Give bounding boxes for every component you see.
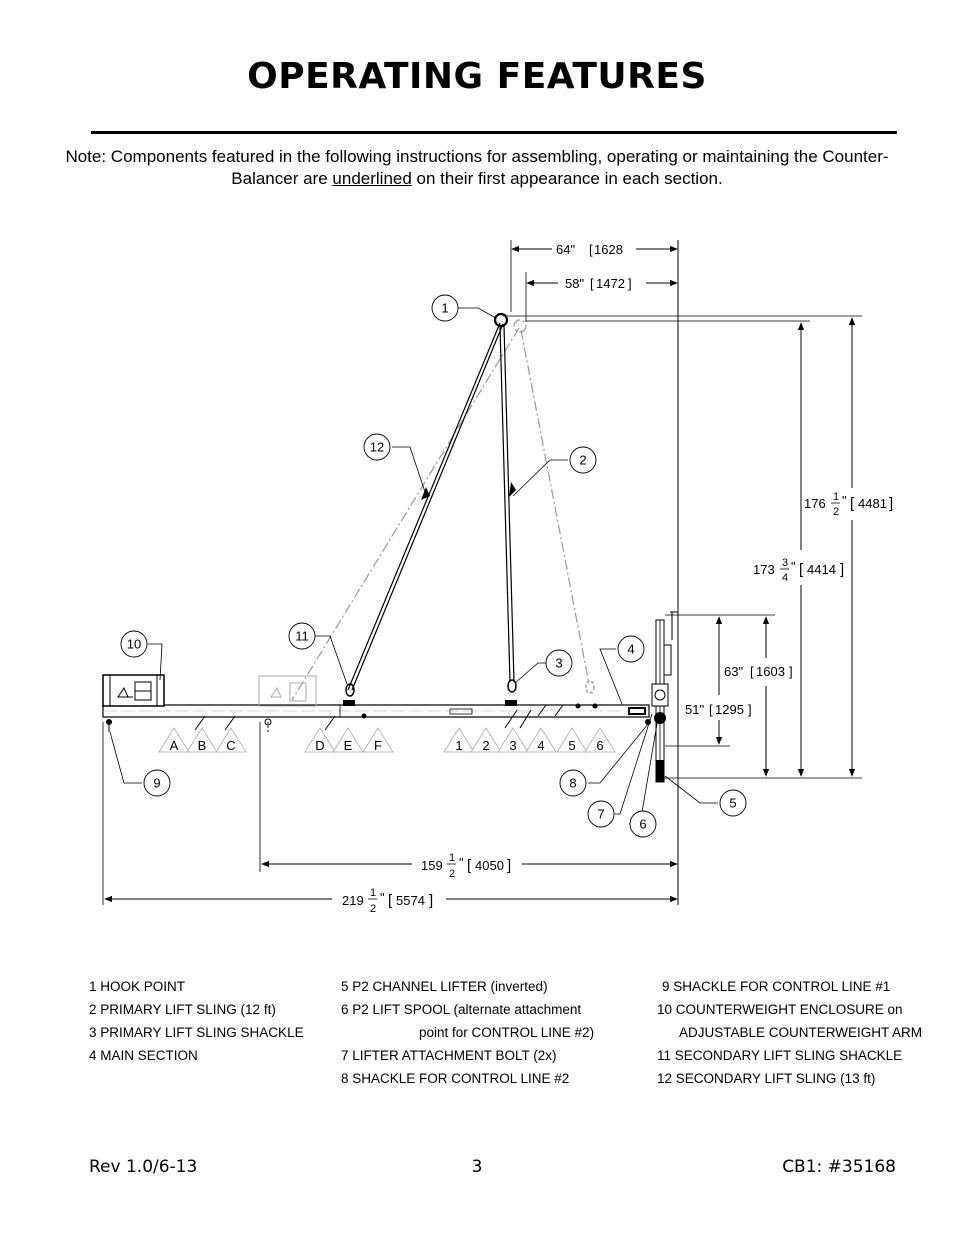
dimension-173in	[753, 323, 844, 776]
callout-label: 2	[579, 452, 587, 468]
dim-159-whole: 159	[421, 858, 443, 873]
diagram-svg	[89, 222, 894, 922]
dim-173-whole: 173	[753, 562, 775, 577]
footer-revision: Rev 1.0/6-13	[89, 1157, 198, 1177]
dim-176-metric: 4481	[858, 496, 887, 511]
legend-item: 10 COUNTERWEIGHT ENCLOSURE on	[657, 1002, 903, 1017]
counterweight-enclosure	[103, 675, 164, 706]
dim-176-den: 2	[833, 506, 840, 518]
note-text-before: Note: Components featured in the following instructions for assembling, operating or maintaining the Counter-Balancer are	[65, 147, 889, 188]
note-underlined-word: underlined	[332, 169, 412, 188]
svg-text:[: [	[590, 276, 594, 291]
svg-text:[: [	[799, 561, 804, 578]
svg-text:[: [	[589, 242, 593, 257]
dim-159-metric: 4050	[475, 858, 504, 873]
dim-58-metric: 1472	[596, 276, 625, 291]
dim-176-unit: "	[842, 493, 847, 508]
position-label: 6	[596, 738, 604, 753]
legend-column-1	[89, 975, 304, 1067]
legend-column-3	[657, 975, 922, 1090]
counter-balancer-diagram	[89, 222, 894, 922]
dim-64-imperial: 64"	[556, 242, 576, 257]
dimension-58in	[527, 276, 677, 291]
callout-label: 1	[441, 300, 449, 316]
legend-item: 6 P2 LIFT SPOOL (alternate attachment	[341, 1002, 582, 1017]
svg-text:]: ]	[748, 702, 752, 717]
svg-text:[: [	[467, 857, 472, 874]
hook-point	[495, 314, 507, 326]
legend-item: 5 P2 CHANNEL LIFTER (inverted)	[341, 979, 548, 994]
dim-219-num: 1	[370, 887, 377, 899]
dim-173-metric: 4414	[807, 562, 836, 577]
callout-label: 4	[627, 641, 635, 657]
svg-text:[: [	[750, 664, 754, 679]
callout-label: 8	[569, 775, 577, 791]
legend-item: 3 PRIMARY LIFT SLING SHACKLE	[89, 1025, 304, 1040]
callout-label: 6	[639, 816, 647, 832]
dim-159-unit: "	[459, 855, 464, 870]
position-numbers	[444, 728, 615, 753]
legend-item: 11 SECONDARY LIFT SLING SHACKLE	[657, 1048, 903, 1063]
callout-label: 9	[153, 775, 161, 791]
legend-item-continuation: ADJUSTABLE COUNTERWEIGHT ARM	[679, 1025, 923, 1040]
callout-label: 5	[729, 795, 737, 811]
dimension-51in	[685, 617, 752, 744]
dim-63-metric: 1603	[756, 664, 785, 679]
dim-64-metric: 1628	[594, 242, 623, 257]
dimension-64in	[512, 242, 677, 257]
callout-label: 7	[597, 806, 605, 822]
position-label: 1	[455, 738, 463, 753]
alternate-sling-position	[292, 320, 589, 700]
svg-text:]: ]	[889, 495, 894, 512]
svg-text:[: [	[388, 892, 393, 909]
dim-176-num: 1	[833, 491, 840, 503]
legend-item: 4 MAIN SECTION	[89, 1048, 198, 1063]
svg-text:[: [	[709, 702, 713, 717]
callout-label: 3	[555, 655, 563, 671]
primary-lift-sling	[500, 326, 516, 682]
dim-219-unit: "	[380, 890, 385, 905]
callout-label: 10	[126, 636, 142, 652]
svg-text:]: ]	[429, 892, 434, 909]
legend-item: 8 SHACKLE FOR CONTROL LINE #2	[341, 1071, 570, 1086]
dimension-176in	[804, 318, 893, 776]
dim-176-whole: 176	[804, 496, 826, 511]
legend-item: 7 LIFTER ATTACHMENT BOLT (2x)	[341, 1048, 557, 1063]
dim-159-num: 1	[449, 852, 456, 864]
dim-159-den: 2	[449, 868, 456, 880]
dim-173-den: 4	[782, 572, 789, 584]
title-divider	[91, 131, 897, 134]
position-label: 5	[568, 738, 576, 753]
dim-63-imperial: 63"	[724, 664, 744, 679]
legend-item: 9 SHACKLE FOR CONTROL LINE #1	[662, 979, 891, 994]
dim-51-metric: 1295	[715, 702, 744, 717]
dim-219-metric: 5574	[396, 893, 425, 908]
dim-58-imperial: 58"	[565, 276, 585, 291]
dim-173-num: 3	[782, 557, 789, 569]
callout-label: 12	[369, 439, 385, 455]
position-label: D	[315, 738, 325, 753]
primary-sling-shackle	[508, 680, 516, 692]
p2-channel-lifter	[652, 612, 678, 782]
svg-text:]: ]	[507, 857, 512, 874]
svg-text:]: ]	[628, 276, 632, 291]
position-label: A	[169, 738, 179, 753]
position-label: 4	[537, 738, 545, 753]
dim-51-imperial: 51"	[685, 702, 705, 717]
callout-bubbles	[121, 295, 746, 837]
svg-text:]: ]	[789, 664, 793, 679]
position-label: F	[374, 738, 382, 753]
position-label: C	[226, 738, 236, 753]
position-label: E	[343, 738, 353, 753]
callout-label: 11	[295, 628, 309, 644]
position-letters	[159, 728, 393, 753]
dim-219-den: 2	[370, 903, 377, 915]
counterweight-alternate-position	[259, 676, 316, 706]
svg-text:[: [	[850, 495, 855, 512]
legend-item: 1 HOOK POINT	[89, 979, 186, 994]
assembly-note	[60, 146, 894, 190]
legend-item: 12 SECONDARY LIFT SLING (13 ft)	[657, 1071, 876, 1086]
main-beam	[103, 700, 651, 732]
legend-item: 2 PRIMARY LIFT SLING (12 ft)	[89, 1002, 276, 1017]
footer-doc-id: CB1: #35168	[782, 1157, 896, 1177]
note-text-after: on their first appearance in each section.	[411, 169, 723, 188]
footer-page-number: 3	[471, 1157, 483, 1177]
dim-173-unit: "	[791, 559, 796, 574]
dim-219-whole: 219	[342, 893, 364, 908]
position-label: B	[197, 738, 207, 753]
secondary-lift-sling	[348, 323, 503, 690]
legend-item-continuation: point for CONTROL LINE #2)	[419, 1025, 595, 1040]
dimension-63in	[724, 617, 793, 776]
legend-column-2	[341, 975, 594, 1090]
position-label: 2	[482, 738, 490, 753]
page-title: OPERATING FEATURES	[247, 56, 707, 97]
svg-text:]: ]	[840, 561, 845, 578]
position-label: 3	[509, 738, 517, 753]
